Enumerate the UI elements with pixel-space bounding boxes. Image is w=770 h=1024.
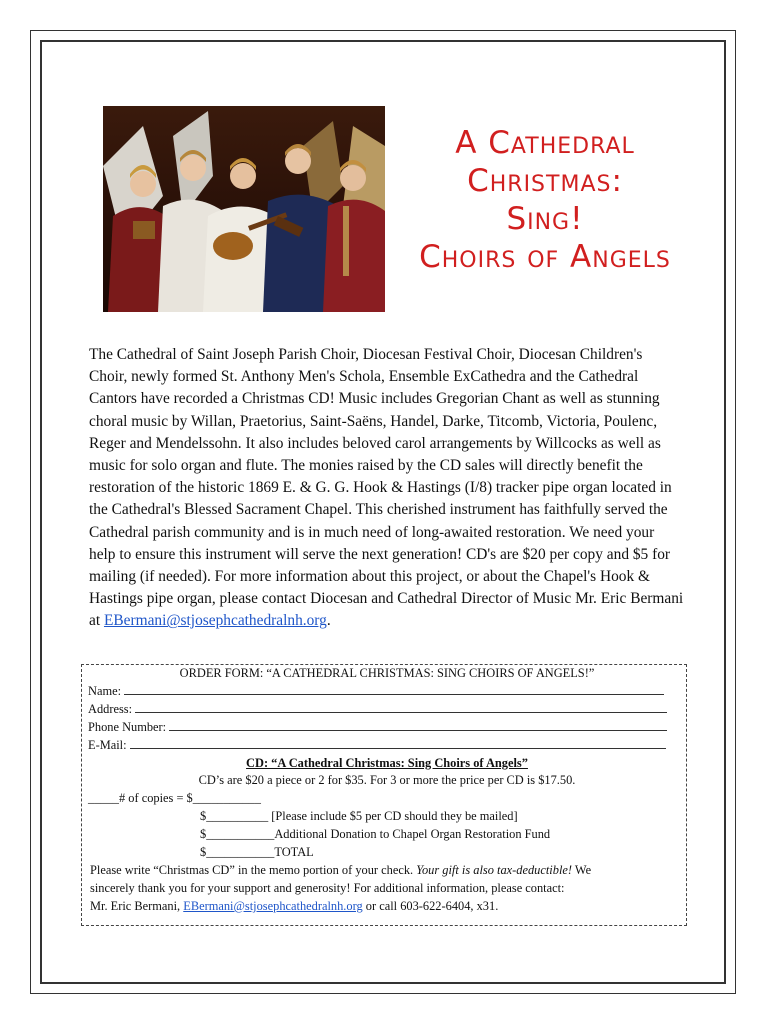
donation-amount-field[interactable]: $___________	[200, 827, 275, 842]
mailing-text: [Please include $5 per CD should they be mailed]	[268, 809, 518, 824]
donation-text: Additional Donation to Chapel Organ Restoration Fund	[274, 827, 551, 842]
contact-phone: or call 603-622-6404, x31.	[362, 898, 499, 913]
description-end: .	[326, 612, 331, 630]
cd-title-row	[82, 755, 686, 773]
email-label: E-Mail:	[88, 737, 127, 752]
contact-name: Mr. Eric Bermani,	[90, 898, 184, 913]
contact-email-link[interactable]: EBermani@stjosephcathedralnh.org	[183, 898, 363, 913]
name-field[interactable]	[124, 683, 664, 695]
mailing-amount-field[interactable]: $__________	[200, 809, 269, 824]
email-row	[82, 737, 686, 755]
phone-label: Phone Number:	[88, 719, 167, 734]
memo-end: We	[572, 862, 592, 877]
cd-title: CD: “A Cathedral Christmas: Sing Choirs of Angels”	[246, 755, 528, 770]
order-form	[81, 664, 687, 926]
description-paragraph	[89, 344, 684, 633]
phone-field[interactable]	[169, 719, 667, 731]
mailing-row	[82, 808, 686, 826]
address-row	[82, 701, 686, 719]
total-text: TOTAL	[274, 845, 314, 860]
copies-row	[82, 790, 686, 808]
address-label: Address:	[88, 701, 133, 716]
thanks-text: sincerely thank you for your support and generosity! For additional information, please contact:	[90, 880, 565, 895]
memo-row	[82, 862, 686, 880]
total-row	[82, 844, 686, 862]
description-text: The Cathedral of Saint Joseph Parish Choir, Diocesan Festival Choir, Diocesan Children's Choir, newly formed St. Anthony Men's Schola, Ensemble ExCathedra and the Cathedral Cantors have recorded a Christmas CD! Music includes Gregorian Chant as well as stunning choral music by Willan, Praetorius, Saint-Saëns, Handel, Darke, Titcomb, Victoria, Poulenc, Reger and Mendelssohn. It also includes beloved carol arrangements by Willcocks as well as music for solo organ and flute. The monies raised by the CD sales will directly benefit the restoration of the historic 1869 E. & G. G. Hook & Hastings (I/8) tracker pipe organ located in the Cathedral's Blessed Sacrament Chapel. This cherished instrument has faithfully served the Cathedral parish community and is in much need of long-awaited restoration. We need your help to ensure this instrument will serve the next generation! CD's are $20 per copy and $5 for mailing (if needed). For more information about this project, or about the Chapel's Hook & Hastings pipe organ, please contact Diocesan and Cathedral Director of Music Mr. Eric Bermani at	[89, 346, 684, 630]
tax-deductible-note: Your gift is also tax-deductible!	[416, 862, 573, 877]
donation-row	[82, 826, 686, 844]
copies-label: _____# of copies = $	[88, 791, 193, 806]
contact-row	[82, 898, 686, 916]
angels-painting	[103, 106, 385, 312]
page-title	[400, 124, 690, 276]
total-amount-field[interactable]: $___________	[200, 845, 275, 860]
copies-amount-field[interactable]: ___________	[192, 791, 261, 806]
email-link[interactable]: EBermani@stjosephcathedralnh.org	[103, 612, 327, 630]
title-line: A Cathedral	[455, 125, 635, 161]
phone-row	[82, 719, 686, 737]
pricing-text: CD’s are $20 a piece or 2 for $35. For 3 or more the price per CD is $17.50.	[198, 773, 576, 788]
email-field[interactable]	[130, 737, 666, 749]
memo-text: Please write “Christmas CD” in the memo portion of your check.	[90, 862, 417, 877]
order-form-heading: ORDER FORM: “A CATHEDRAL CHRISTMAS: SING CHOIRS OF ANGELS!”	[179, 666, 595, 680]
name-row	[82, 683, 686, 701]
title-line: Christmas:	[467, 163, 623, 199]
address-field[interactable]	[135, 701, 667, 713]
name-label: Name:	[88, 683, 122, 698]
title-line: Choirs of Angels	[419, 239, 671, 275]
title-line: Sing!	[506, 201, 584, 237]
